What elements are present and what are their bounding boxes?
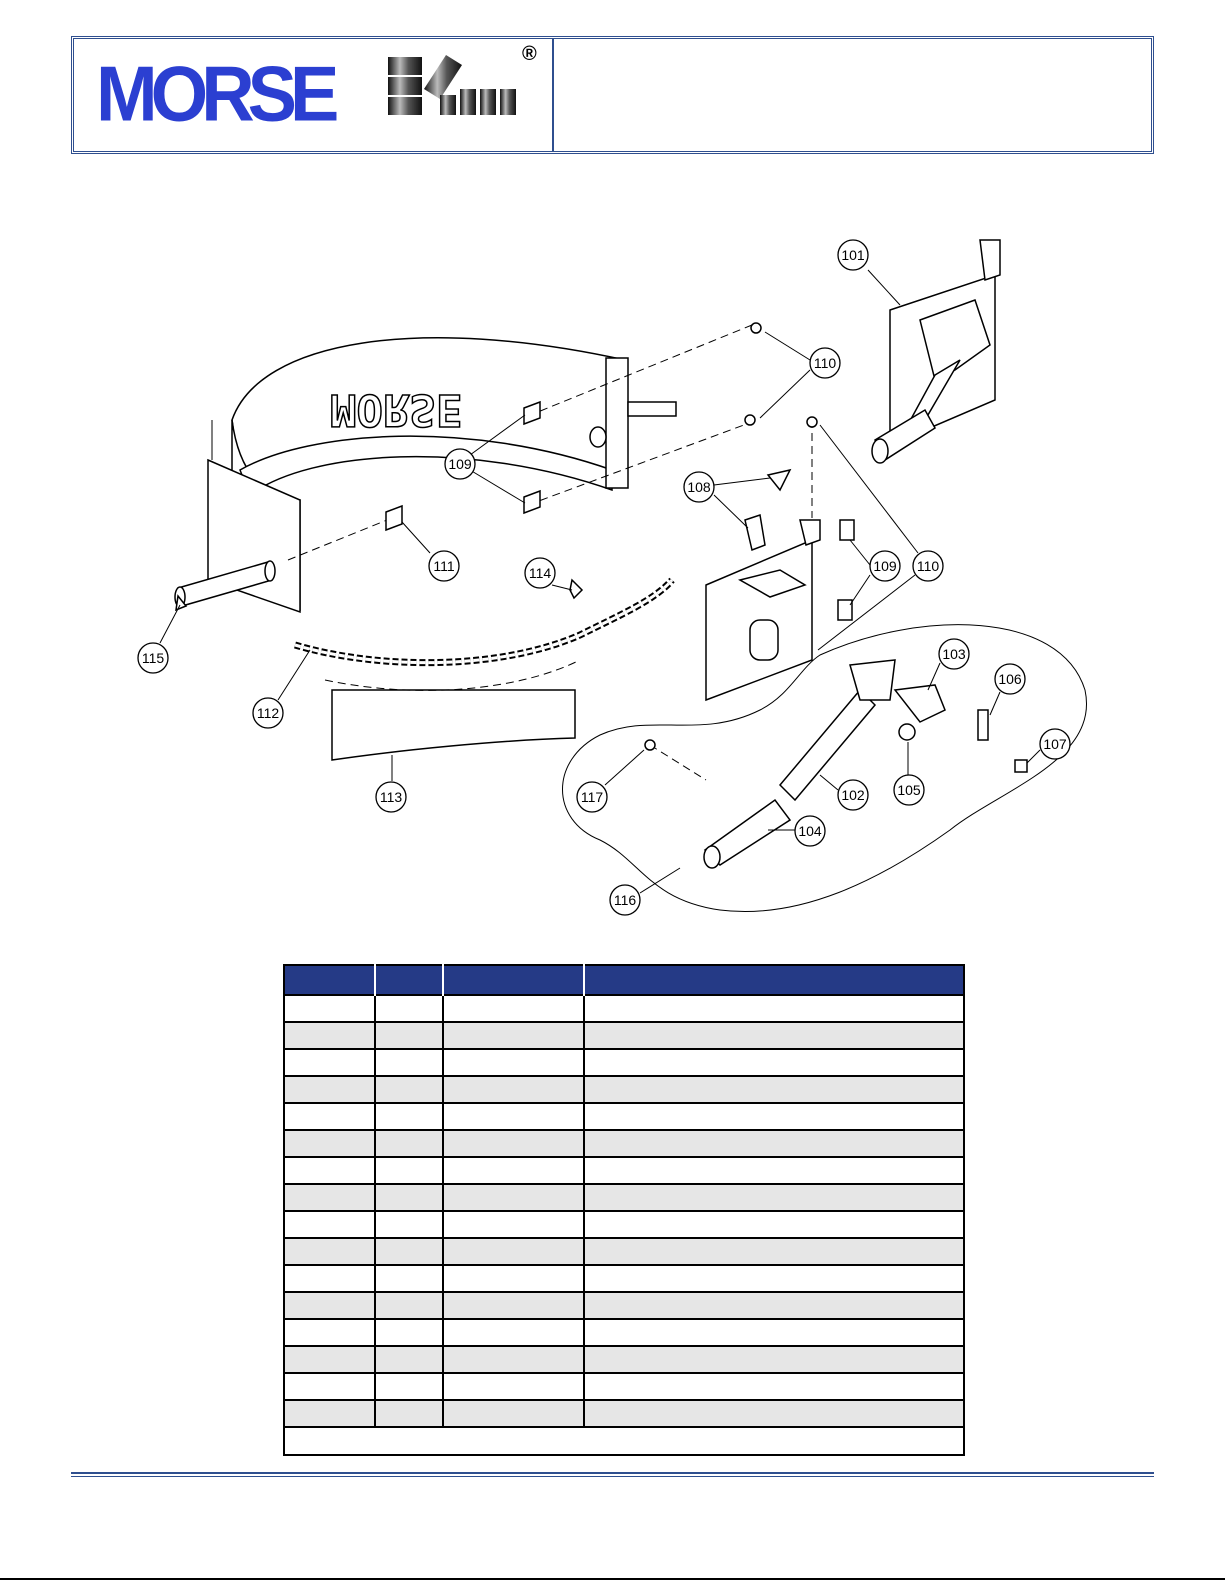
table-row: [284, 995, 964, 1022]
table-cell: [284, 1346, 375, 1373]
table-row: [284, 1076, 964, 1103]
table-cell: [584, 1319, 964, 1346]
svg-text:116: 116: [613, 892, 637, 908]
table-row: [284, 1184, 964, 1211]
table-cell: [284, 1049, 375, 1076]
table-cell: [443, 1130, 584, 1157]
table-cell: [375, 1049, 443, 1076]
svg-text:107: 107: [1043, 736, 1067, 752]
table-cell: [443, 1184, 584, 1211]
callout-109-b: [850, 540, 900, 605]
table-cell: [443, 1346, 584, 1373]
table-cell: [443, 995, 584, 1022]
table-cell: [284, 1292, 375, 1319]
table-cell: [375, 1103, 443, 1130]
svg-text:117: 117: [580, 789, 604, 805]
table-cell: [375, 1211, 443, 1238]
table-cell: [284, 1157, 375, 1184]
callout-105: [894, 742, 924, 805]
table-cell: [443, 1076, 584, 1103]
table-cell: [284, 995, 375, 1022]
table-cell: [584, 1211, 964, 1238]
svg-text:103: 103: [942, 646, 966, 662]
table-cell: [584, 995, 964, 1022]
table-row: [284, 1400, 964, 1427]
table-cell: [443, 1400, 584, 1427]
svg-text:110: 110: [813, 355, 837, 371]
table-cell: [284, 1238, 375, 1265]
callout-113: [376, 755, 406, 812]
svg-text:104: 104: [798, 823, 822, 839]
svg-text:102: 102: [841, 787, 865, 803]
table-cell: [284, 1130, 375, 1157]
table-cell: [443, 1049, 584, 1076]
table-cell: [375, 1319, 443, 1346]
registered-mark: ®: [522, 43, 537, 65]
table-note: [284, 1427, 964, 1455]
callout-103: [928, 639, 969, 690]
table-cell: [584, 1346, 964, 1373]
table-row: [284, 1373, 964, 1400]
table-cell: [375, 1292, 443, 1319]
header-part-number: [443, 965, 584, 995]
table-cell: [443, 1265, 584, 1292]
table-row: [284, 1049, 964, 1076]
table-cell: [284, 1319, 375, 1346]
table-row: [284, 1238, 964, 1265]
svg-text:105: 105: [897, 782, 921, 798]
table-cell: [284, 1400, 375, 1427]
header-item: [284, 965, 375, 995]
table-cell: [443, 1022, 584, 1049]
svg-text:109: 109: [448, 456, 472, 472]
table-cell: [284, 1211, 375, 1238]
table-cell: [584, 1103, 964, 1130]
table-cell: [584, 1022, 964, 1049]
header-description: [584, 965, 964, 995]
page-bottom-rule: [0, 1578, 1225, 1580]
clamp-plate: [706, 520, 820, 700]
table-cell: [443, 1238, 584, 1265]
svg-text:101: 101: [841, 247, 865, 263]
header-qty: [375, 965, 443, 995]
table-row: [284, 1211, 964, 1238]
table-cell: [375, 1022, 443, 1049]
table-row: [284, 1103, 964, 1130]
table-cell: [584, 1373, 964, 1400]
table-row: [284, 1265, 964, 1292]
table-cell: [443, 1103, 584, 1130]
callout-112: [253, 650, 310, 728]
table-cell: [375, 1373, 443, 1400]
footer-rule-thin: [71, 1476, 1154, 1477]
table-cell: [375, 1400, 443, 1427]
svg-text:112: 112: [256, 705, 280, 721]
table-cell: [375, 1238, 443, 1265]
table-cell: [284, 1265, 375, 1292]
svg-text:110: 110: [916, 558, 940, 574]
svg-text:114: 114: [528, 565, 552, 581]
table-row: [284, 1130, 964, 1157]
footer-rule: [71, 1472, 1154, 1474]
table-cell: [443, 1292, 584, 1319]
table-cell: [375, 1157, 443, 1184]
svg-text:111: 111: [433, 558, 455, 574]
logo-wordmark: MORSE: [96, 50, 333, 138]
chain-112: [295, 580, 672, 663]
table-cell: [284, 1184, 375, 1211]
table-cell: [584, 1400, 964, 1427]
callout-106: [990, 664, 1025, 715]
table-row: [284, 1319, 964, 1346]
svg-text:109: 109: [873, 558, 897, 574]
callout-111: [402, 522, 459, 581]
assembly-101: [872, 240, 1000, 463]
table-cell: [443, 1157, 584, 1184]
table-cell: [584, 1049, 964, 1076]
table-cell: [375, 1265, 443, 1292]
parts-table-header: [284, 965, 964, 995]
table-row: [284, 1022, 964, 1049]
table-row: [284, 1346, 964, 1373]
table-cell: [584, 1184, 964, 1211]
table-cell: [375, 1076, 443, 1103]
table-cell: [284, 1373, 375, 1400]
parts-table: [283, 964, 965, 1456]
table-cell: [584, 1076, 964, 1103]
table-cell: [584, 1292, 964, 1319]
table-note-row: [284, 1427, 964, 1455]
table-cell: [375, 995, 443, 1022]
callout-110-a: [760, 332, 840, 418]
table-cell: [443, 1373, 584, 1400]
table-cell: [375, 1130, 443, 1157]
callout-102: [820, 775, 868, 810]
table-cell: [584, 1130, 964, 1157]
band-stencil: MORSE: [330, 384, 463, 435]
table-cell: [375, 1346, 443, 1373]
table-row: [284, 1157, 964, 1184]
svg-text:106: 106: [998, 671, 1022, 687]
callout-101: [838, 240, 900, 305]
callout-115: [138, 605, 180, 673]
table-cell: [375, 1184, 443, 1211]
table-cell: [443, 1319, 584, 1346]
table-cell: [284, 1103, 375, 1130]
table-cell: [584, 1157, 964, 1184]
table-cell: [284, 1076, 375, 1103]
svg-text:115: 115: [141, 650, 165, 666]
table-row: [284, 1292, 964, 1319]
table-cell: [284, 1022, 375, 1049]
callout-114: [525, 558, 572, 590]
svg-text:108: 108: [687, 479, 711, 495]
callout-117: [577, 750, 644, 812]
callout-107: [1027, 729, 1070, 763]
table-cell: [584, 1238, 964, 1265]
table-cell: [443, 1211, 584, 1238]
table-cell: [584, 1265, 964, 1292]
svg-text:113: 113: [379, 789, 403, 805]
label-plate-113: [332, 690, 575, 760]
